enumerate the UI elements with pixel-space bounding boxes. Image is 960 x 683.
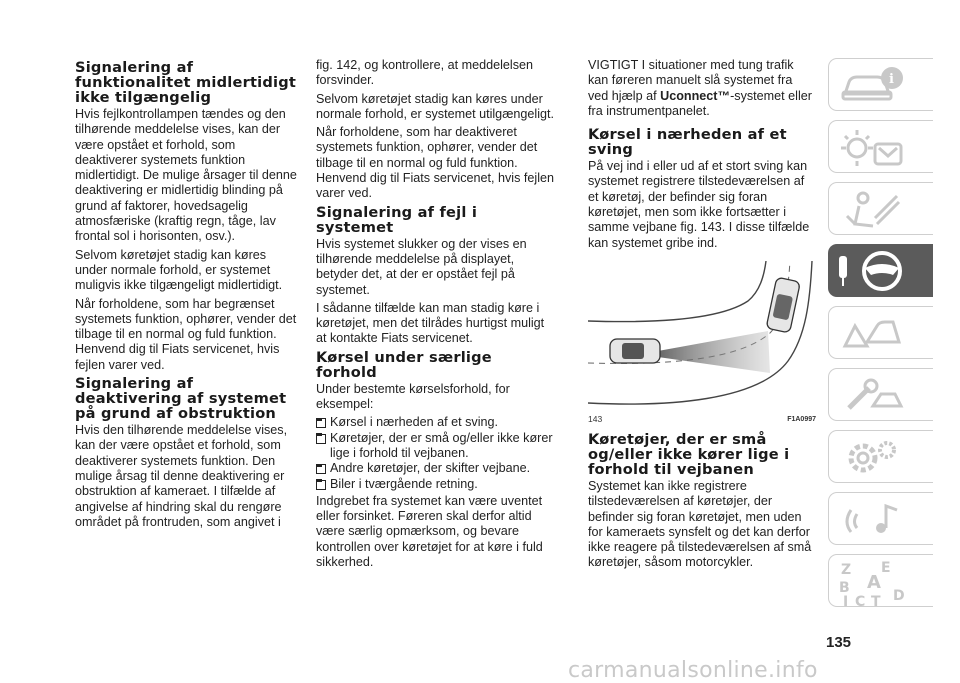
list-item: Kørsel i nærheden af et sving.	[316, 415, 554, 430]
uconnect-brand: Uconnect™	[660, 88, 731, 103]
text-column-3	[588, 58, 816, 574]
paragraph: Hvis systemet slukker og der vises en tilhørende meddelelse på displayet, betyder det, at der er opstået fejl på systemet.	[316, 236, 527, 297]
svg-text:A: A	[867, 572, 881, 593]
own-car-icon	[610, 339, 660, 363]
paragraph: Hvis fejlkontrollampen tændes og den tilhørende meddelelse vises, kan der være opstået et forhold, som deaktiverer systemets funktion midlertidigt. De mulige årsager til denne deaktivering er midlertidig blinding på grund af faktorer, hovedsagelig atmosfæriske (kraftig regn, tåge, lav frontal sol i horisonten, osv.).	[75, 107, 297, 244]
watermark: carmanualsonline.info	[568, 658, 818, 683]
checkbox-bullet-icon	[316, 418, 326, 428]
heading-obstruction-deactivation: Signalering af deaktivering af systemet på grund af obstruktion	[75, 375, 287, 423]
paragraph: Når forholdene, som har begrænset systemets funktion, ophører, vender det tilbage til en normal og fuld funktion. Henvend dig til Fiats servicenet, hvis fejlen varer ved.	[75, 296, 297, 372]
svg-text:i: i	[889, 72, 894, 87]
svg-text:I: I	[843, 594, 849, 606]
wrench-car-icon	[837, 374, 907, 416]
sensor-beam	[658, 331, 770, 373]
paragraph: I sådanne tilfælde kan man stadig køre i køretøjet, men det tilrådes hurtigst muligt at kontakte Fiats servicenet.	[316, 300, 545, 346]
heading-temporarily-unavailable: Signalering af funktionalitet midlertidigt ikke tilgængelig	[75, 59, 297, 106]
figure-code: F1A0997	[787, 415, 816, 423]
tab-starting-driving[interactable]	[828, 244, 933, 297]
figure-143-curve-illustration	[588, 261, 816, 426]
svg-text:B: B	[839, 580, 850, 596]
paragraph: Indgrebet fra systemet kan være uventet eller forsinket. Føreren skal derfor altid være særlig opmærksom, og bevare kontrollen over køretøjet for at køre i fuld sikkerhed.	[316, 493, 543, 570]
lead-car-icon	[766, 277, 800, 333]
svg-text:D: D	[893, 588, 905, 604]
checkbox-bullet-icon	[316, 464, 326, 474]
page-number: 135	[826, 634, 852, 651]
svg-text:E: E	[881, 560, 891, 576]
paragraph: Systemet kan ikke registrere tilstedeværelsen af køretøjer, der befinder sig foran køretøjet, men uden for kameraets synsfelt og det kan derfor ikke reagere på tilstedeværelsen af små køretøjer, såsom motorcykler.	[588, 478, 812, 570]
tab-emergency[interactable]	[828, 306, 933, 359]
paragraph: Selvom køretøjet stadig kan køres under normale forhold, er systemet muligvis ikke tilgængeligt midlertidigt.	[75, 247, 283, 293]
curve-diagram	[588, 261, 816, 411]
heading-curve-driving: Kørsel i nærheden af et sving	[588, 126, 787, 159]
paragraph: Når forholdene, som har deaktiveret systemets funktion, ophører, vender det tilbage til en normal og fuld funktion. Henvend dig til Fiats servicenet, hvis fejlen varer ved.	[316, 125, 554, 201]
gear-icon	[837, 436, 907, 478]
car-info-icon	[837, 64, 907, 106]
paragraph: fig. 142, og kontrollere, at meddelelsen forsvinder.	[316, 58, 534, 88]
paragraph: På vej ind i eller ud af et stort sving kan systemet registrere tilstedeværelsen af et køretøj, der befinder sig foran køretøjet, men som ikke fortsætter i samme vejbane fig. 143. I disse tilfælde kan systemet gribe ind.	[588, 159, 810, 250]
figure-caption	[588, 412, 816, 427]
dashboard-lights-icon	[837, 126, 907, 168]
svg-text:Z: Z	[841, 562, 852, 578]
text-column-2	[316, 58, 554, 573]
tab-multimedia[interactable]	[828, 492, 933, 545]
key-steering-wheel-icon	[837, 250, 917, 292]
checkbox-bullet-icon	[316, 434, 326, 444]
warning-triangle-icon	[837, 312, 907, 354]
list-item: Køretøjer, der er små og/eller ikke kører lige i forhold til vejbanen.	[316, 431, 554, 462]
tab-dashboard-lights[interactable]	[828, 120, 933, 173]
checkbox-bullet-icon	[316, 480, 326, 490]
text-column-1	[75, 58, 297, 533]
tab-technical-data[interactable]	[828, 430, 933, 483]
paragraph: Hvis den tilhørende meddelelse vises, kan der være opstået et forhold, som deaktiverer systemets funktion. Den mulige årsag til denne deaktivering er obstruktion af kameraet. I tilfælde af angivelse af hindring skal du rengøre området på frontruden, som angivet i	[75, 423, 288, 529]
tab-maintenance[interactable]	[828, 368, 933, 421]
paragraph: VIGTIGT I situationer med tung trafik kan føreren manuelt slå systemet fra ved hjælp af Uconnect™-systemet eller fra instrumentpanelet.	[588, 58, 812, 118]
tab-index[interactable]	[828, 554, 933, 607]
tab-safety[interactable]	[828, 182, 933, 235]
svg-text:C: C	[855, 594, 866, 606]
figure-number: 143	[588, 413, 603, 424]
list-item: Biler i tværgående retning.	[316, 477, 554, 492]
heading-special-conditions: Kørsel under særlige forhold	[316, 348, 492, 381]
heading-small-vehicles: Køretøjer, der er små og/eller ikke kører lige i forhold til vejbanen	[588, 430, 790, 478]
tab-car-info[interactable]	[828, 58, 933, 111]
svg-text:T: T	[871, 594, 881, 606]
alphabet-index-icon	[837, 560, 917, 606]
paragraph: Selvom køretøjet stadig kan køres under normale forhold, er systemet utilgængeligt.	[316, 91, 554, 121]
heading-system-fault: Signalering af fejl i systemet	[316, 203, 478, 236]
paragraph: Under bestemte kørselsforhold, for eksempel:	[316, 381, 510, 412]
list-item: Andre køretøjer, der skifter vejbane.	[316, 461, 554, 476]
multimedia-icon	[837, 498, 907, 540]
seat-airbag-icon	[837, 188, 907, 230]
